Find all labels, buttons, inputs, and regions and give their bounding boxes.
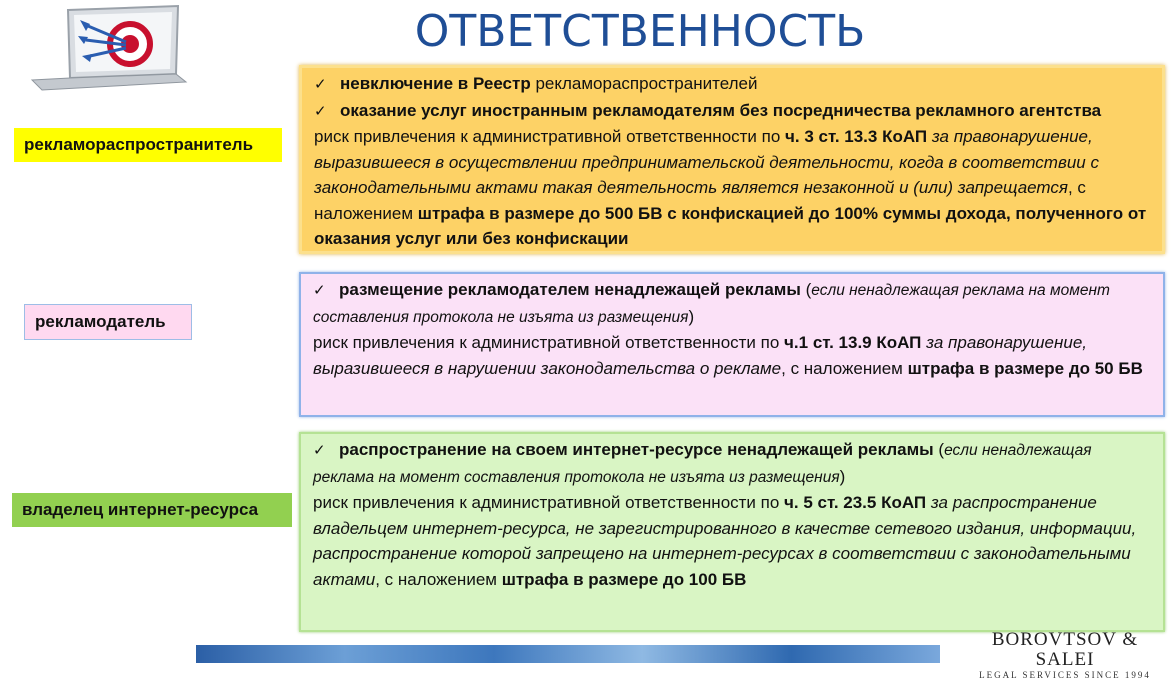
page-title: ОТВЕТСТВЕННОСТЬ xyxy=(414,6,866,57)
label-advertiser: рекламодатель xyxy=(24,304,192,340)
bullet-improper-ad: ✓ размещение рекламодателем ненадлежащей рекламы (если ненадлежащая реклама на момент составления протокола не изъята из размещения) xyxy=(313,280,1110,326)
risk-text: риск привлечения к административной ответственности по ч.1 ст. 13.9 КоАП за правонарушение, выразившееся в нарушении законодательства о рекламе, с наложением штрафа в размере до 50 БВ xyxy=(313,333,1143,378)
checkmark-icon: ✓ xyxy=(313,441,326,459)
label-internet-resource-owner: владелец интернет-ресурса xyxy=(12,493,292,527)
distributor-liability-box xyxy=(299,65,1165,254)
bullet-registry: ✓ невключение в Реестр рекламораспространителей xyxy=(314,71,1150,98)
advertiser-liability-box xyxy=(299,272,1165,417)
risk-text: риск привлечения к административной ответственности по ч. 5 ст. 23.5 КоАП за распространение владельцем интернет-ресурса, не зарегистрированного в качестве сетевого издания, информации, распространение которой запрещено на интернет-ресурсах в соответствии с законодательными актами, с наложением штрафа в размере до 100 БВ xyxy=(313,493,1137,589)
label-distributor: рекламораспространитель xyxy=(14,128,282,162)
brand-tagline: LEGAL SERVICES SINCE 1994 xyxy=(979,670,1151,680)
bullet-foreign-advertisers: ✓ оказание услуг иностранным рекламодателям без посредничества рекламного агентства xyxy=(314,98,1150,125)
footer-decorative-strip xyxy=(196,645,940,663)
bullet-distribution: ✓ распространение на своем интернет-ресурсе ненадлежащей рекламы (если ненадлежащая реклама на момент составления протокола не изъята из размещения) xyxy=(313,440,1092,486)
checkmark-icon: ✓ xyxy=(314,101,327,120)
laptop-target-icon xyxy=(28,4,188,96)
brand-name: BOROVTSOV & SALEI xyxy=(991,629,1139,670)
owner-liability-box xyxy=(299,432,1165,632)
checkmark-icon: ✓ xyxy=(314,75,327,93)
brand-logo xyxy=(962,630,1168,681)
risk-text: риск привлечения к административной ответственности по ч. 3 ст. 13.3 КоАП за правонарушение, выразившееся в осуществлении предпринимательской деятельности, когда в соответствии с законодательными актами такая деятельность является незаконной и (или) запрещается, с наложением штрафа в размере до 500 БВ с конфискацией до 100% суммы дохода, полученного от оказания услуг или без конфискации xyxy=(314,127,1147,248)
checkmark-icon: ✓ xyxy=(313,281,326,299)
